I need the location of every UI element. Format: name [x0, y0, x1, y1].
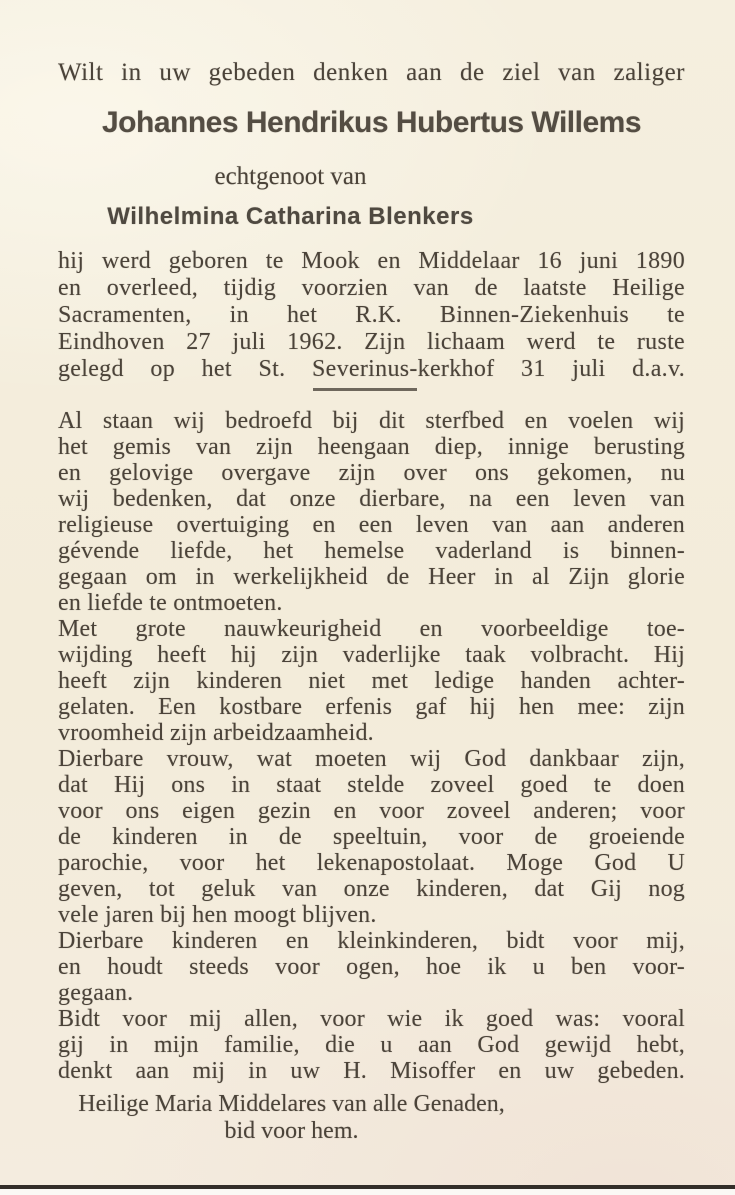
closing-invocation: Heilige Maria Middelares van alle Genaden, bid voor hem. [78, 1091, 505, 1144]
body-text [58, 408, 685, 1084]
body-paragraph-devotion: Met grote nauwkeurigheid en voorbeeldige toe- wijding heeft hij zijn vaderlijke taak volbracht. Hij heeft zijn kinderen niet met ledige handen achter- gelaten. Een kostbare erfenis gaf hij hen mee: zijn vroomheid zijn arbeidzaamheid. [58, 616, 685, 746]
section-divider [313, 388, 417, 391]
spouse-name: Wilhelmina Catharina Blenkers [107, 203, 474, 230]
intro-text: Wilt in uw gebeden denken aan de ziel van zaliger [58, 59, 685, 86]
body-paragraph-wife: Dierbare vrouw, wat moeten wij God dankbaar zijn, dat Hij ons in staat stelde zoveel goed te doen voor ons eigen gezin en voor zoveel anderen; voor de kinderen in de speeltuin, voor de groeiende parochie, voor het lekenapostolaat. Moge God U geven, tot geluk van onze kinderen, dat Gij nog vele jaren bij hen moogt blijven. [58, 746, 685, 928]
vitals-paragraph: hij werd geboren te Mook en Middelaar 16 juni 1890 en overleed, tijdig voorzien van de laatste Heilige Sacramenten, in het R.K. Binnen-Ziekenhuis te Eindhoven 27 juli 1962. Zijn lichaam werd te ruste gelegd op het St. Severinus-kerkhof 31 juli d.a.v. [58, 248, 685, 382]
deceased-name: Johannes Hendrikus Hubertus Willems [101, 106, 642, 139]
body-paragraph-grief: Al staan wij bedroefd bij dit sterfbed en voelen wij het gemis van zijn heengaan diep, innige berusting en gelovige overgave zijn over ons gekomen, nu wij bedenken, dat onze dierbare, na een leven van religieuse overtuiging en een leven van aan anderen gévende liefde, het hemelse vaderland is binnen- gegaan om in werkelijkheid de Heer in al Zijn glorie en liefde te ontmoeten. [58, 408, 685, 616]
relation-text: echtgenoot van [214, 163, 367, 190]
card-bottom-edge [0, 1185, 735, 1195]
body-paragraph-prayer-request: Bidt voor mij allen, voor wie ik goed was: vooral gij in mijn familie, die u aan God gewijd hebt, denkt aan mij in uw H. Misoffer en uw gebeden. [58, 1006, 685, 1084]
body-paragraph-children: Dierbare kinderen en kleinkinderen, bidt voor mij, en houdt steeds voor ogen, hoe ik u ben voor- gegaan. [58, 928, 685, 1006]
